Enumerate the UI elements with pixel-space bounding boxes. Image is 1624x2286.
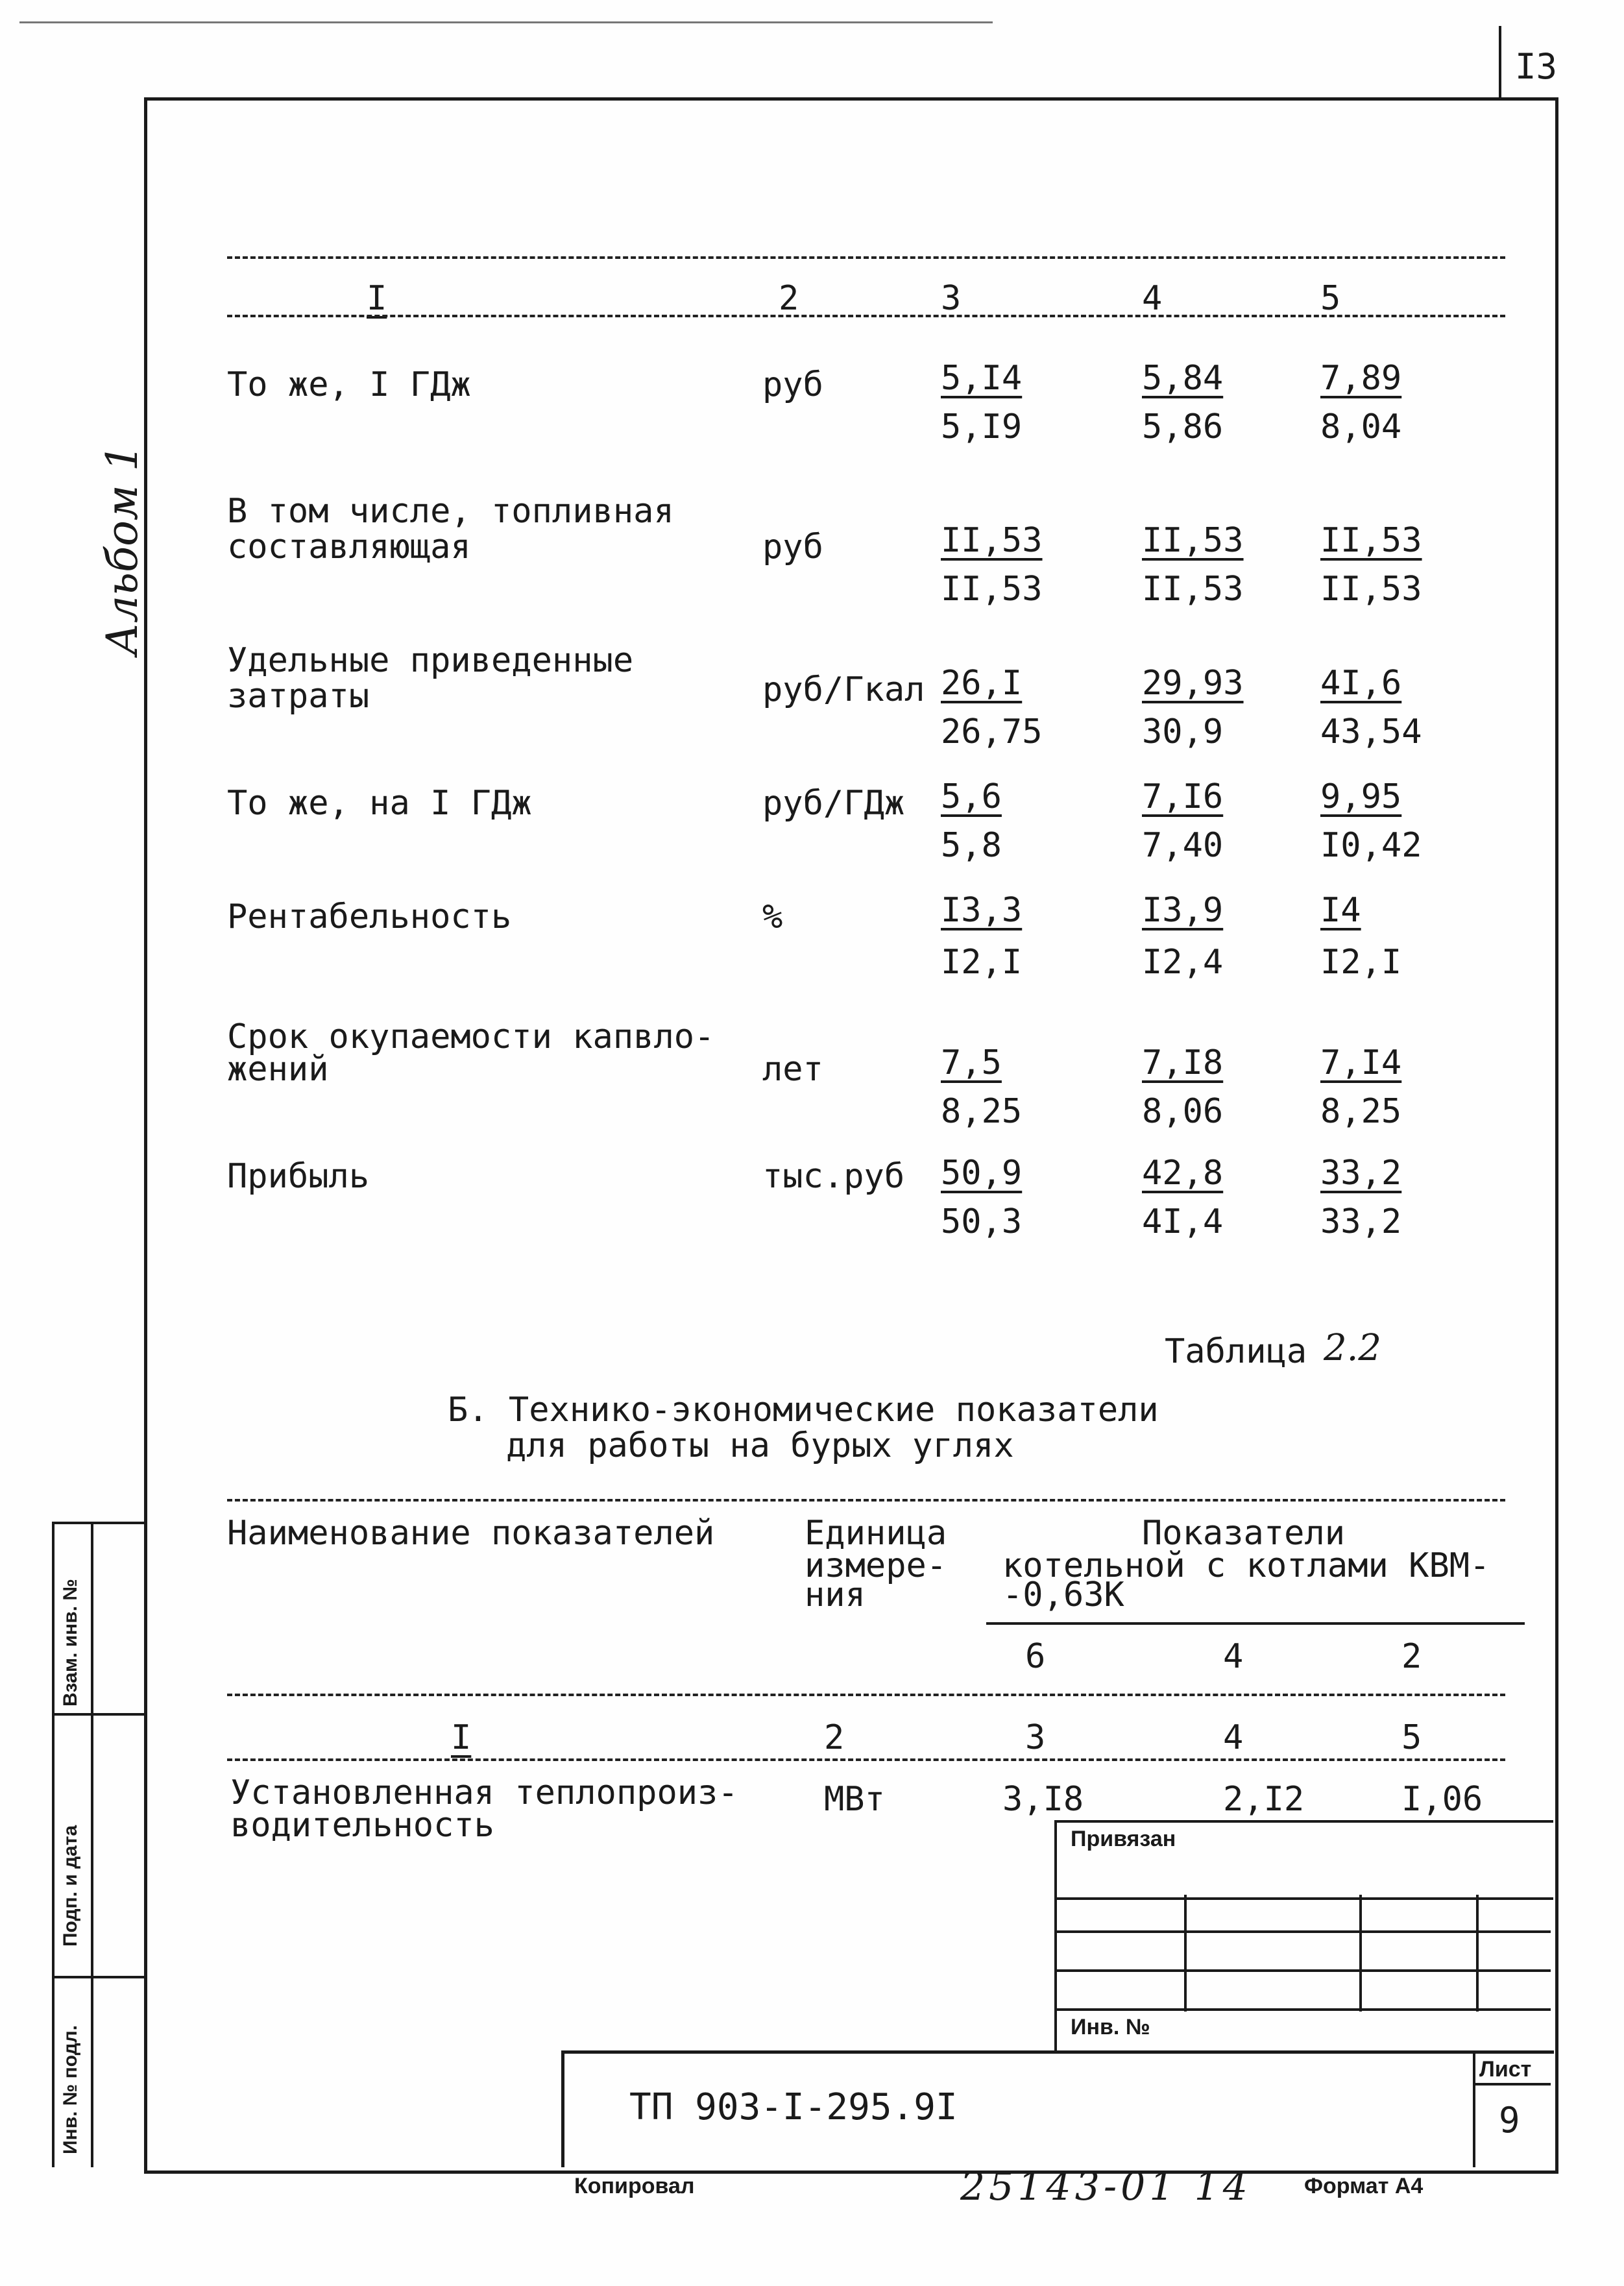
grid-col-line <box>1476 1895 1479 2012</box>
side-stamp-line-3 <box>52 1976 146 1978</box>
value-bottom: 8,25 <box>1320 1092 1402 1131</box>
format-label: Формат А4 <box>1304 2174 1424 2198</box>
value-top: I3,9 <box>1142 891 1224 930</box>
table2-dash-bottom <box>227 1758 1505 1761</box>
value-bottom: 50,3 <box>941 1202 1023 1241</box>
value-top: 5,6 <box>941 777 1002 816</box>
table2-header-col3: 3 <box>1025 1718 1046 1757</box>
table2-row-label: Установленная теплопроиз- <box>230 1773 738 1812</box>
value-top: 29,93 <box>1142 664 1244 703</box>
value-top: 50,9 <box>941 1154 1023 1193</box>
table2-caption-word: Таблица <box>1165 1332 1307 1371</box>
table-row-unit: руб/Гкал <box>762 670 925 709</box>
side-stamp-inner-border <box>91 1522 93 2167</box>
value-top: 4I,6 <box>1320 664 1402 703</box>
table2-col-unit-3: ния <box>805 1575 866 1614</box>
value-bottom: 30,9 <box>1142 712 1224 751</box>
list-label: Лист <box>1479 2057 1532 2082</box>
table-row-unit: руб <box>762 365 823 404</box>
value-bottom: 5,8 <box>941 826 1002 865</box>
side-stamp-vzam: Взам. инв. № <box>60 1579 81 1707</box>
side-stamp-line-2 <box>52 1713 146 1716</box>
value-top: 26,I <box>941 664 1023 703</box>
kopiroval-label: Копировал <box>574 2174 695 2198</box>
value-bottom: 8,04 <box>1320 407 1402 446</box>
value-bottom: I0,42 <box>1320 826 1422 865</box>
table2-row-unit: МВт <box>824 1780 885 1819</box>
value-top: 42,8 <box>1142 1154 1224 1193</box>
value-top: 5,84 <box>1142 359 1224 398</box>
grid-col-line <box>1184 1895 1187 2012</box>
table-row-label: Рентабельность <box>227 897 512 936</box>
top-edge-line <box>19 21 993 23</box>
table-row-unit: руб <box>762 528 823 566</box>
list-number: 9 <box>1499 2100 1520 2141</box>
table2-title-line1: Б. Технико-экономические показатели <box>448 1391 1159 1429</box>
value-bottom: 4I,4 <box>1142 1202 1224 1241</box>
table2-subcol-3: 2 <box>1401 1637 1422 1676</box>
table2-row-value: I,06 <box>1401 1780 1483 1819</box>
value-top: 33,2 <box>1320 1154 1402 1193</box>
table2-header-col4: 4 <box>1223 1718 1244 1757</box>
table2-subcol-2: 4 <box>1223 1637 1244 1676</box>
table1-dash-bottom <box>227 315 1505 317</box>
table2-caption-number: 2.2 <box>1324 1327 1382 1369</box>
table2-row-value: 2,I2 <box>1223 1780 1305 1819</box>
table2-col-unit-1: Единица <box>805 1514 947 1553</box>
table-row-unit: тыс.руб <box>762 1157 905 1196</box>
table-row-unit: руб/ГДж <box>762 784 905 823</box>
value-top: 7,I6 <box>1142 777 1224 816</box>
table-row-unit: лет <box>762 1050 823 1089</box>
value-top: 7,I4 <box>1320 1043 1402 1082</box>
side-stamp-podp: Подп. и дата <box>60 1825 81 1947</box>
title-block-list-line <box>1473 2083 1551 2085</box>
value-bottom: 5,86 <box>1142 407 1224 446</box>
table2-col-values-1: Показатели <box>1142 1514 1346 1553</box>
table1-header-col5: 5 <box>1320 279 1341 318</box>
value-top: II,53 <box>1142 521 1244 560</box>
value-bottom: II,53 <box>1320 570 1422 609</box>
table-row-label: То же, I ГДж <box>227 365 471 404</box>
inv-no-label: Инв. № <box>1071 2015 1150 2039</box>
table2-title-line2: для работы на бурых углях <box>506 1426 1014 1465</box>
table-row-unit: % <box>762 897 783 936</box>
value-top: 7,I8 <box>1142 1043 1224 1082</box>
table-row-label: Удельные приведенные <box>227 641 634 680</box>
table1-dash-top <box>227 256 1505 259</box>
side-stamp-line-1 <box>52 1522 146 1524</box>
value-bottom: 43,54 <box>1320 712 1422 751</box>
table2-col-values-3: -0,63К <box>1002 1575 1124 1614</box>
value-top: 7,5 <box>941 1043 1002 1082</box>
page-number: I3 <box>1515 46 1558 87</box>
value-bottom: I2,I <box>1320 943 1402 982</box>
order-number: 25143-01 14 <box>960 2164 1252 2209</box>
page-number-divider <box>1499 26 1501 97</box>
title-block-divider <box>1473 2050 1475 2167</box>
value-top: I3,3 <box>941 891 1023 930</box>
table-row-label: В том числе, топливная <box>227 492 674 531</box>
table-row-label-cont: затраты <box>227 677 370 716</box>
table2-dash-mid <box>227 1694 1505 1696</box>
table2-row-label-cont: водительность <box>230 1806 494 1845</box>
doc-code: ТП 903-I-295.9I <box>629 2086 958 2128</box>
value-top: 5,I4 <box>941 359 1023 398</box>
value-bottom: I2,I <box>941 943 1023 982</box>
value-top: I4 <box>1320 891 1361 930</box>
value-top: II,53 <box>1320 521 1422 560</box>
table2-col-name: Наименование показателей <box>227 1514 715 1553</box>
table-row-label-cont: жений <box>227 1050 329 1089</box>
table2-header-col1: I <box>451 1718 472 1757</box>
table1-header-col2: 2 <box>779 279 799 318</box>
value-bottom: II,53 <box>1142 570 1244 609</box>
value-bottom: 33,2 <box>1320 1202 1402 1241</box>
album-label: Альбом 1 <box>97 444 147 655</box>
privyazan-label: Привязан <box>1071 1827 1176 1851</box>
value-bottom: I2,4 <box>1142 943 1224 982</box>
value-bottom: II,53 <box>941 570 1043 609</box>
table2-subcol-1: 6 <box>1025 1637 1046 1676</box>
table2-col-values-2: котельной с котлами КВМ- <box>1002 1546 1490 1585</box>
side-stamp-inv-podl: Инв. № подл. <box>60 2025 81 2154</box>
table-row-label: То же, на I ГДж <box>227 784 532 823</box>
table2-dash-top <box>227 1499 1505 1502</box>
table2-header-col5: 5 <box>1401 1718 1422 1757</box>
side-stamp-left-border <box>52 1522 55 2167</box>
table-row-label-cont: составляющая <box>227 528 471 566</box>
table-row-label: Срок окупаемости капвло- <box>227 1017 715 1056</box>
table1-header-col1: I <box>367 279 387 318</box>
value-bottom: 8,25 <box>941 1092 1023 1131</box>
table2-header-rule <box>986 1622 1525 1625</box>
table2-header-col2: 2 <box>824 1718 845 1757</box>
value-top: II,53 <box>941 521 1043 560</box>
table-row-label: Прибыль <box>227 1157 370 1196</box>
table2-col-unit-2: измере- <box>805 1546 947 1585</box>
value-bottom: 5,I9 <box>941 407 1023 446</box>
value-bottom: 8,06 <box>1142 1092 1224 1131</box>
table1-header-col4: 4 <box>1142 279 1163 318</box>
value-bottom: 26,75 <box>941 712 1043 751</box>
grid-col-line <box>1359 1895 1362 2012</box>
value-bottom: 7,40 <box>1142 826 1224 865</box>
table1-header-col3: 3 <box>941 279 962 318</box>
table2-row-value: 3,I8 <box>1002 1780 1084 1819</box>
value-top: 9,95 <box>1320 777 1402 816</box>
value-top: 7,89 <box>1320 359 1402 398</box>
